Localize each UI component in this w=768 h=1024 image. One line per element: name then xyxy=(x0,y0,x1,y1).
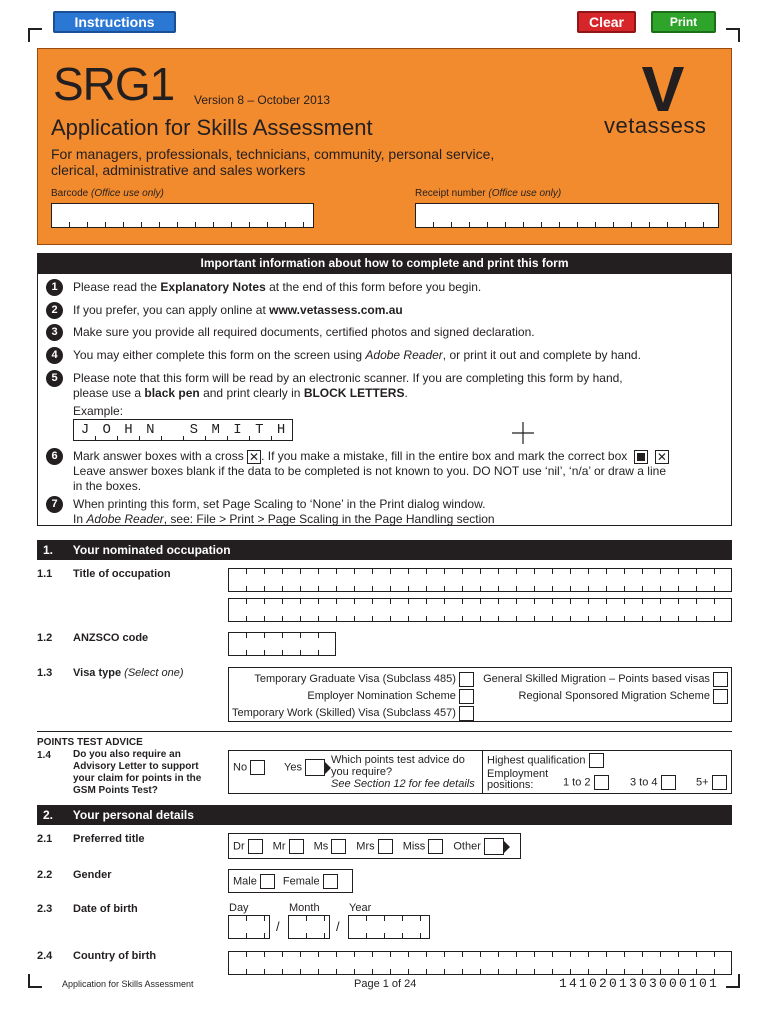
example-letter: S xyxy=(189,422,199,438)
footer-form-name: Application for Skills Assessment xyxy=(62,979,194,989)
gender-male-option[interactable]: Male xyxy=(233,874,275,889)
section-2-heading: 2. Your personal details xyxy=(37,805,732,825)
no-option[interactable]: No xyxy=(233,760,265,775)
example-letter: J xyxy=(80,422,90,438)
employment-label: Employment positions: xyxy=(487,768,549,791)
instructions-button[interactable]: Instructions xyxy=(53,11,176,33)
advisory-letter-options xyxy=(228,750,732,794)
barcode-label: Barcode (Office use only) xyxy=(51,188,164,199)
which-advice-label: Which points test advice do you require? See Section 12 for fee details xyxy=(331,754,475,790)
points-test-heading: POINTS TEST ADVICE xyxy=(37,737,143,748)
form-code: SRG1 xyxy=(53,58,175,110)
q1-2-label: ANZSCO code xyxy=(73,632,149,644)
dob-slash-2: / xyxy=(336,919,340,934)
form-title: Application for Skills Assessment xyxy=(51,115,373,140)
brand-name: vetassess xyxy=(604,113,707,138)
footer-form-code: 1410201303000101 xyxy=(559,976,720,991)
q2-2-label: Gender xyxy=(73,869,112,881)
highest-qualification-option[interactable]: Highest qualification xyxy=(487,753,604,768)
q1-3-label: Visa type (Select one) xyxy=(73,667,184,679)
visa-type-options xyxy=(228,667,732,722)
q2-1-number: 2.1 xyxy=(37,833,53,845)
filled-box-icon xyxy=(634,450,648,464)
visa-option-457[interactable]: Temporary Work (Skilled) Visa (Subclass 457) xyxy=(232,705,474,722)
section-1-heading: 1. Your nominated occupation xyxy=(37,540,732,560)
q2-3-number: 2.3 xyxy=(37,903,53,915)
visa-option-ens[interactable]: Employer Nomination Scheme xyxy=(232,688,474,705)
example-letter xyxy=(161,420,183,440)
q1-1-number: 1.1 xyxy=(37,568,53,580)
advice-divider xyxy=(482,751,483,793)
form-subtitle-1: For managers, professionals, technicians, community, personal service, xyxy=(51,146,495,162)
form-subtitle-2: clerical, administrative and sales workers xyxy=(51,162,306,178)
dob-month-field[interactable] xyxy=(288,915,330,939)
print-button[interactable]: Print xyxy=(651,11,716,33)
receipt-label: Receipt number (Office use only) xyxy=(415,188,562,199)
visa-option-485[interactable]: Temporary Graduate Visa (Subclass 485) xyxy=(232,671,474,688)
dob-year-field[interactable] xyxy=(348,915,430,939)
points-test-divider xyxy=(37,731,732,732)
year-label: Year xyxy=(349,902,372,914)
q1-1-label: Title of occupation xyxy=(73,568,171,580)
vetassess-logo-icon xyxy=(638,63,688,113)
clear-button[interactable]: Clear xyxy=(577,11,636,33)
gender-female-option[interactable]: Female xyxy=(283,874,338,889)
q2-3-label: Date of birth xyxy=(73,903,138,915)
visa-option-rsms[interactable]: Regional Sponsored Migration Scheme xyxy=(483,688,728,705)
employment-3-4-option[interactable]: 3 to 4 xyxy=(630,775,676,790)
month-label: Month xyxy=(289,902,320,914)
title-other-option[interactable]: Other xyxy=(453,838,504,855)
title-dr-option[interactable]: Dr xyxy=(233,839,263,854)
example-label: Example: xyxy=(73,404,124,418)
registration-crosshair-icon xyxy=(512,422,534,444)
example-letter: O xyxy=(102,422,111,438)
q1-4-label: Do you also require an Advisory Letter to support your claim for points in the GSM Points Test? xyxy=(73,749,202,796)
anzsco-code-field[interactable] xyxy=(228,632,336,656)
corner-mark-tl xyxy=(28,28,42,42)
occupation-title-field-1[interactable] xyxy=(228,568,732,592)
title-ms-option[interactable]: Ms xyxy=(314,839,347,854)
employment-5-plus-option[interactable]: 5+ xyxy=(696,775,727,790)
q1-3-number: 1.3 xyxy=(37,667,53,679)
preferred-title-options xyxy=(228,833,521,859)
footer-page-number: Page 1 of 24 xyxy=(354,978,417,990)
example-letter: N xyxy=(146,422,155,438)
gender-options xyxy=(228,869,353,893)
corner-mark-bl xyxy=(28,974,42,988)
q2-4-label: Country of birth xyxy=(73,950,157,962)
dob-day-field[interactable] xyxy=(228,915,270,939)
dob-slash-1: / xyxy=(276,919,280,934)
country-of-birth-field[interactable] xyxy=(228,951,732,975)
q1-2-number: 1.2 xyxy=(37,632,53,644)
corner-mark-br xyxy=(726,974,740,988)
example-letter: H xyxy=(124,422,133,438)
receipt-field xyxy=(415,203,719,228)
q2-1-label: Preferred title xyxy=(73,833,145,845)
info-heading: Important information about how to complete and print this form xyxy=(37,253,732,273)
form-header xyxy=(37,48,732,245)
corner-mark-tr xyxy=(726,28,740,42)
example-letter: H xyxy=(276,422,286,438)
example-letter: I xyxy=(233,422,242,438)
example-letter: M xyxy=(211,422,220,438)
form-version: Version 8 – October 2013 xyxy=(194,93,331,107)
occupation-title-field-2[interactable] xyxy=(228,598,732,622)
yes-option[interactable]: Yes xyxy=(284,759,325,776)
barcode-field xyxy=(51,203,314,228)
example-letter: T xyxy=(255,422,264,438)
q2-4-number: 2.4 xyxy=(37,950,53,962)
day-label: Day xyxy=(229,902,249,914)
title-miss-option[interactable]: Miss xyxy=(403,839,444,854)
example-name-boxes xyxy=(73,419,293,441)
crossed-box-icon: ✕ xyxy=(249,449,260,464)
title-mr-option[interactable]: Mr xyxy=(273,839,304,854)
q1-4-number: 1.4 xyxy=(37,750,51,761)
visa-option-gsm[interactable]: General Skilled Migration – Points based visas xyxy=(483,671,728,688)
employment-1-2-option[interactable]: 1 to 2 xyxy=(563,775,609,790)
correct-crossed-box-icon: ✕ xyxy=(656,449,667,464)
q2-2-number: 2.2 xyxy=(37,869,53,881)
title-mrs-option[interactable]: Mrs xyxy=(356,839,392,854)
